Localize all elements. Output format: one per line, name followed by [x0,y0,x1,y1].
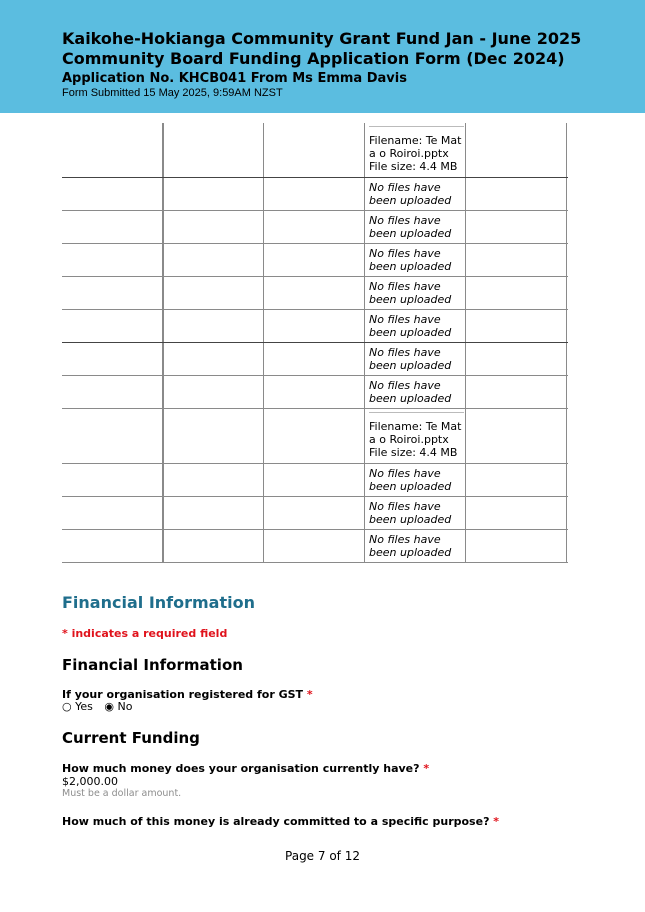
no-files-text [369,530,462,564]
filename-part: Te Mat [425,420,462,433]
table-cell [62,178,163,210]
radio-selected-icon: ◉ [104,700,114,713]
table-cell [264,343,365,375]
table-cell [466,343,567,375]
table-cell [163,497,264,529]
no-files-line: been uploaded [369,260,452,273]
no-files-line: No files have [369,533,441,546]
table-row [62,497,568,530]
table-cell [163,211,264,243]
no-files-line: been uploaded [369,326,452,339]
table-cell [163,123,264,177]
table-cell [163,464,264,496]
table-cell [62,409,163,463]
file-size: File size: 4.4 MB [369,160,458,173]
committed-question [62,815,499,828]
attachment-cell [365,211,466,243]
money-question [62,762,429,775]
table-cell [264,530,365,562]
attachment-cell [365,343,466,375]
no-files-line: been uploaded [369,480,452,493]
attachment-cell [365,409,466,463]
no-files-text [369,376,462,410]
file-info [369,409,462,459]
table-cell [466,530,567,562]
table-cell [62,277,163,309]
filename-part: Te Mat [425,134,462,147]
no-files-text [369,244,462,278]
table-row [62,277,568,310]
money-question-text: How much money does your organisation currently have? [62,762,420,775]
attachment-cell [365,376,466,408]
file-size: File size: 4.4 MB [369,446,458,459]
table-row [62,530,568,563]
no-files-line: No files have [369,280,441,293]
table-cell [466,277,567,309]
no-files-line: No files have [369,247,441,260]
table-row [62,464,568,497]
table-cell [163,244,264,276]
no-files-text [369,310,462,344]
table-cell [163,277,264,309]
no-files-text [369,178,462,212]
no-files-line: No files have [369,346,441,359]
table-cell [264,123,365,177]
divider [369,126,464,127]
filename-part[interactable]: a o Roiroi.pptx [369,147,449,160]
no-files-line: been uploaded [369,392,452,405]
table-cell [466,464,567,496]
filename-part[interactable]: a o Roiroi.pptx [369,433,449,446]
required-star: * [493,815,500,828]
table-cell [264,464,365,496]
table-cell [466,310,567,342]
section-title: Financial Information [62,593,255,612]
table-row [62,409,568,464]
table-cell [466,497,567,529]
table-cell [163,530,264,562]
no-files-text [369,464,462,498]
table-row [62,244,568,277]
table-cell [62,123,163,177]
required-field-note: * indicates a required field [62,627,228,640]
table-cell [163,343,264,375]
table-cell [62,464,163,496]
required-star: * [306,688,313,701]
attachments-table [62,123,568,563]
table-cell [264,497,365,529]
attachment-cell [365,244,466,276]
no-files-line: been uploaded [369,194,452,207]
attachment-cell [365,530,466,562]
no-files-line: No files have [369,181,441,194]
table-cell [163,409,264,463]
no-files-text [369,343,462,377]
table-row [62,211,568,244]
current-funding-heading: Current Funding [62,729,200,747]
table-cell [163,310,264,342]
table-cell [62,244,163,276]
table-row [62,310,568,343]
attachment-cell [365,277,466,309]
table-cell [466,409,567,463]
table-cell [62,211,163,243]
no-files-line: been uploaded [369,513,452,526]
financial-subheading: Financial Information [62,656,243,674]
no-files-line: No files have [369,313,441,326]
gst-option-no-label: No [117,700,133,713]
no-files-line: been uploaded [369,359,452,372]
table-cell [264,409,365,463]
no-files-text [369,211,462,245]
money-hint: Must be a dollar amount. [62,788,182,799]
table-cell [62,343,163,375]
no-files-line: No files have [369,379,441,392]
file-info [369,123,462,173]
no-files-line: been uploaded [369,546,452,559]
no-files-line: No files have [369,467,441,480]
table-row [62,123,568,178]
filename-line[interactable] [369,134,462,147]
filename-label: Filename: [369,420,423,433]
table-cell [466,178,567,210]
committed-question-text: How much of this money is already committed to a specific purpose? [62,815,490,828]
application-number: Application No. KHCB041 From Ms Emma Davis [62,71,407,86]
attachment-cell [365,310,466,342]
no-files-text [369,277,462,311]
radio-unselected-icon: ○ [62,700,72,713]
table-cell [163,376,264,408]
table-cell [62,530,163,562]
table-cell [466,376,567,408]
table-row [62,343,568,376]
gst-option-no[interactable] [104,700,132,713]
form-title-line1: Kaikohe-Hokianga Community Grant Fund Jan - June 2025 [62,29,582,48]
attachment-cell [365,464,466,496]
gst-question-text: If your organisation registered for GST [62,688,304,701]
gst-option-yes[interactable] [62,700,96,713]
gst-option-yes-label: Yes [75,700,93,713]
required-star: * [423,762,430,775]
table-cell [264,277,365,309]
table-cell [163,178,264,210]
table-cell [264,310,365,342]
table-cell [62,310,163,342]
filename-line[interactable] [369,420,462,433]
page-number: Page 7 of 12 [285,849,360,863]
table-row [62,178,568,211]
money-answer: $2,000.00 [62,775,118,788]
attachment-cell [365,178,466,210]
attachment-cell [365,497,466,529]
table-cell [62,497,163,529]
table-cell [264,244,365,276]
table-cell [466,244,567,276]
gst-radio-group [62,700,140,713]
no-files-line: been uploaded [369,293,452,306]
divider [369,412,464,413]
filename-label: Filename: [369,134,423,147]
table-row [62,376,568,409]
no-files-line: No files have [369,500,441,513]
page-header [0,0,645,113]
table-cell [264,178,365,210]
no-files-line: No files have [369,214,441,227]
no-files-line: been uploaded [369,227,452,240]
table-cell [62,376,163,408]
attachment-cell [365,123,466,177]
submitted-timestamp: Form Submitted 15 May 2025, 9:59AM NZST [62,87,283,99]
table-cell [264,211,365,243]
form-title-line2: Community Board Funding Application Form (Dec 2024) [62,49,565,68]
table-cell [466,211,567,243]
table-cell [264,376,365,408]
table-cell [466,123,567,177]
no-files-text [369,497,462,531]
